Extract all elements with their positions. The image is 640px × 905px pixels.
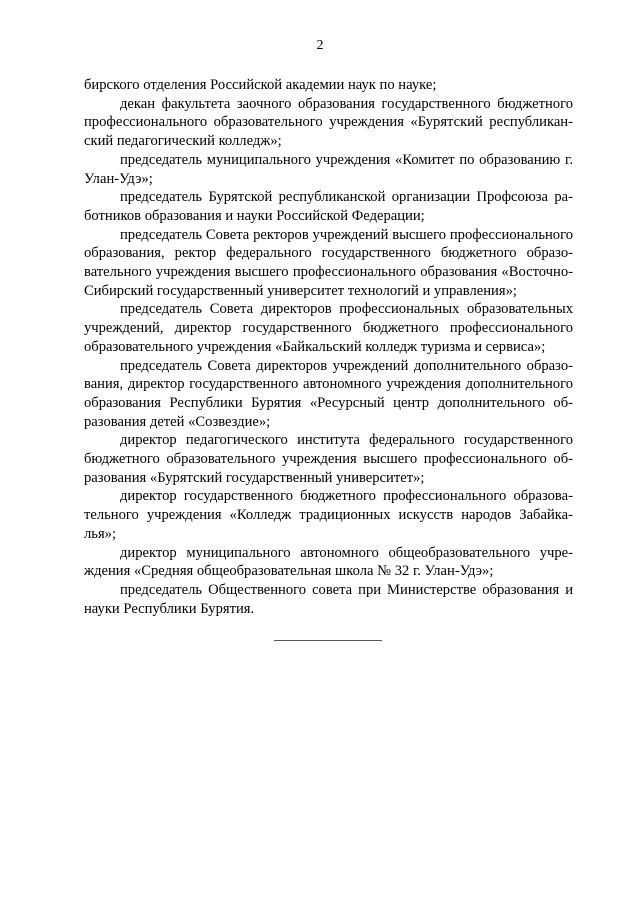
paragraph-continuation: бирского отделения Российской академии наук по науке;: [84, 77, 437, 93]
paragraph-school-32-director: директор муниципального автономного общеобразовательного учреждения «Средняя общеобразовательная школа № 32 г. Улан-Удэ»;: [84, 544, 573, 580]
document-body: [84, 76, 573, 618]
paragraph-rectors-council-chair: председатель Совета ректоров учреждений высшего профессионального образования, ректор федерального государственного бюджетного образовательного учреждения высшего профессионального образования «Восточно-Сибирский государственный университет технологий и управления»;: [84, 226, 573, 299]
paragraph-education-committee-chair: председатель муниципального учреждения «Комитет по образованию г. Улан-Удэ»;: [84, 151, 573, 187]
paragraph-public-council-chair: председатель Общественного совета при Министерстве образования и науки Республики Бурятия.: [84, 581, 573, 617]
paragraph-pedagogical-institute-director: директор педагогического института федерального государственного бюджетного образовательного учреждения высшего профессионального образования «Бурятский государственный университет»;: [84, 432, 573, 486]
paragraph-dean-correspondence-faculty: декан факультета заочного образования государственного бюджетного профессионального образовательного учреждения «Бурятский республиканский педагогический колледж»;: [84, 95, 573, 150]
paragraph-additional-education-council-chair: председатель Совета директоров учреждений дополнительного образования, директор государственного автономного учреждения дополнительного образования Республики Бурятия «Ресурсный центр дополнительного образования детей «Созвездие»;: [84, 357, 573, 430]
paragraph-trade-union-chair: председатель Бурятской республиканской организации Профсоюза работников образования и науки Российской Федерации;: [84, 189, 573, 224]
paragraph-vocational-directors-council-chair: председатель Совета директоров профессиональных образовательных учреждений, директор государственного бюджетного профессионального образовательного учреждения «Байкальский колледж туризма и сервиса»;: [84, 301, 573, 355]
page-number: 2: [316, 38, 324, 53]
paragraph-arts-college-director: директор государственного бюджетного профессионального образовательного учреждения «Колледж традиционных искусств народов Забайкалья»;: [84, 488, 573, 542]
end-separator-line: [274, 640, 382, 641]
